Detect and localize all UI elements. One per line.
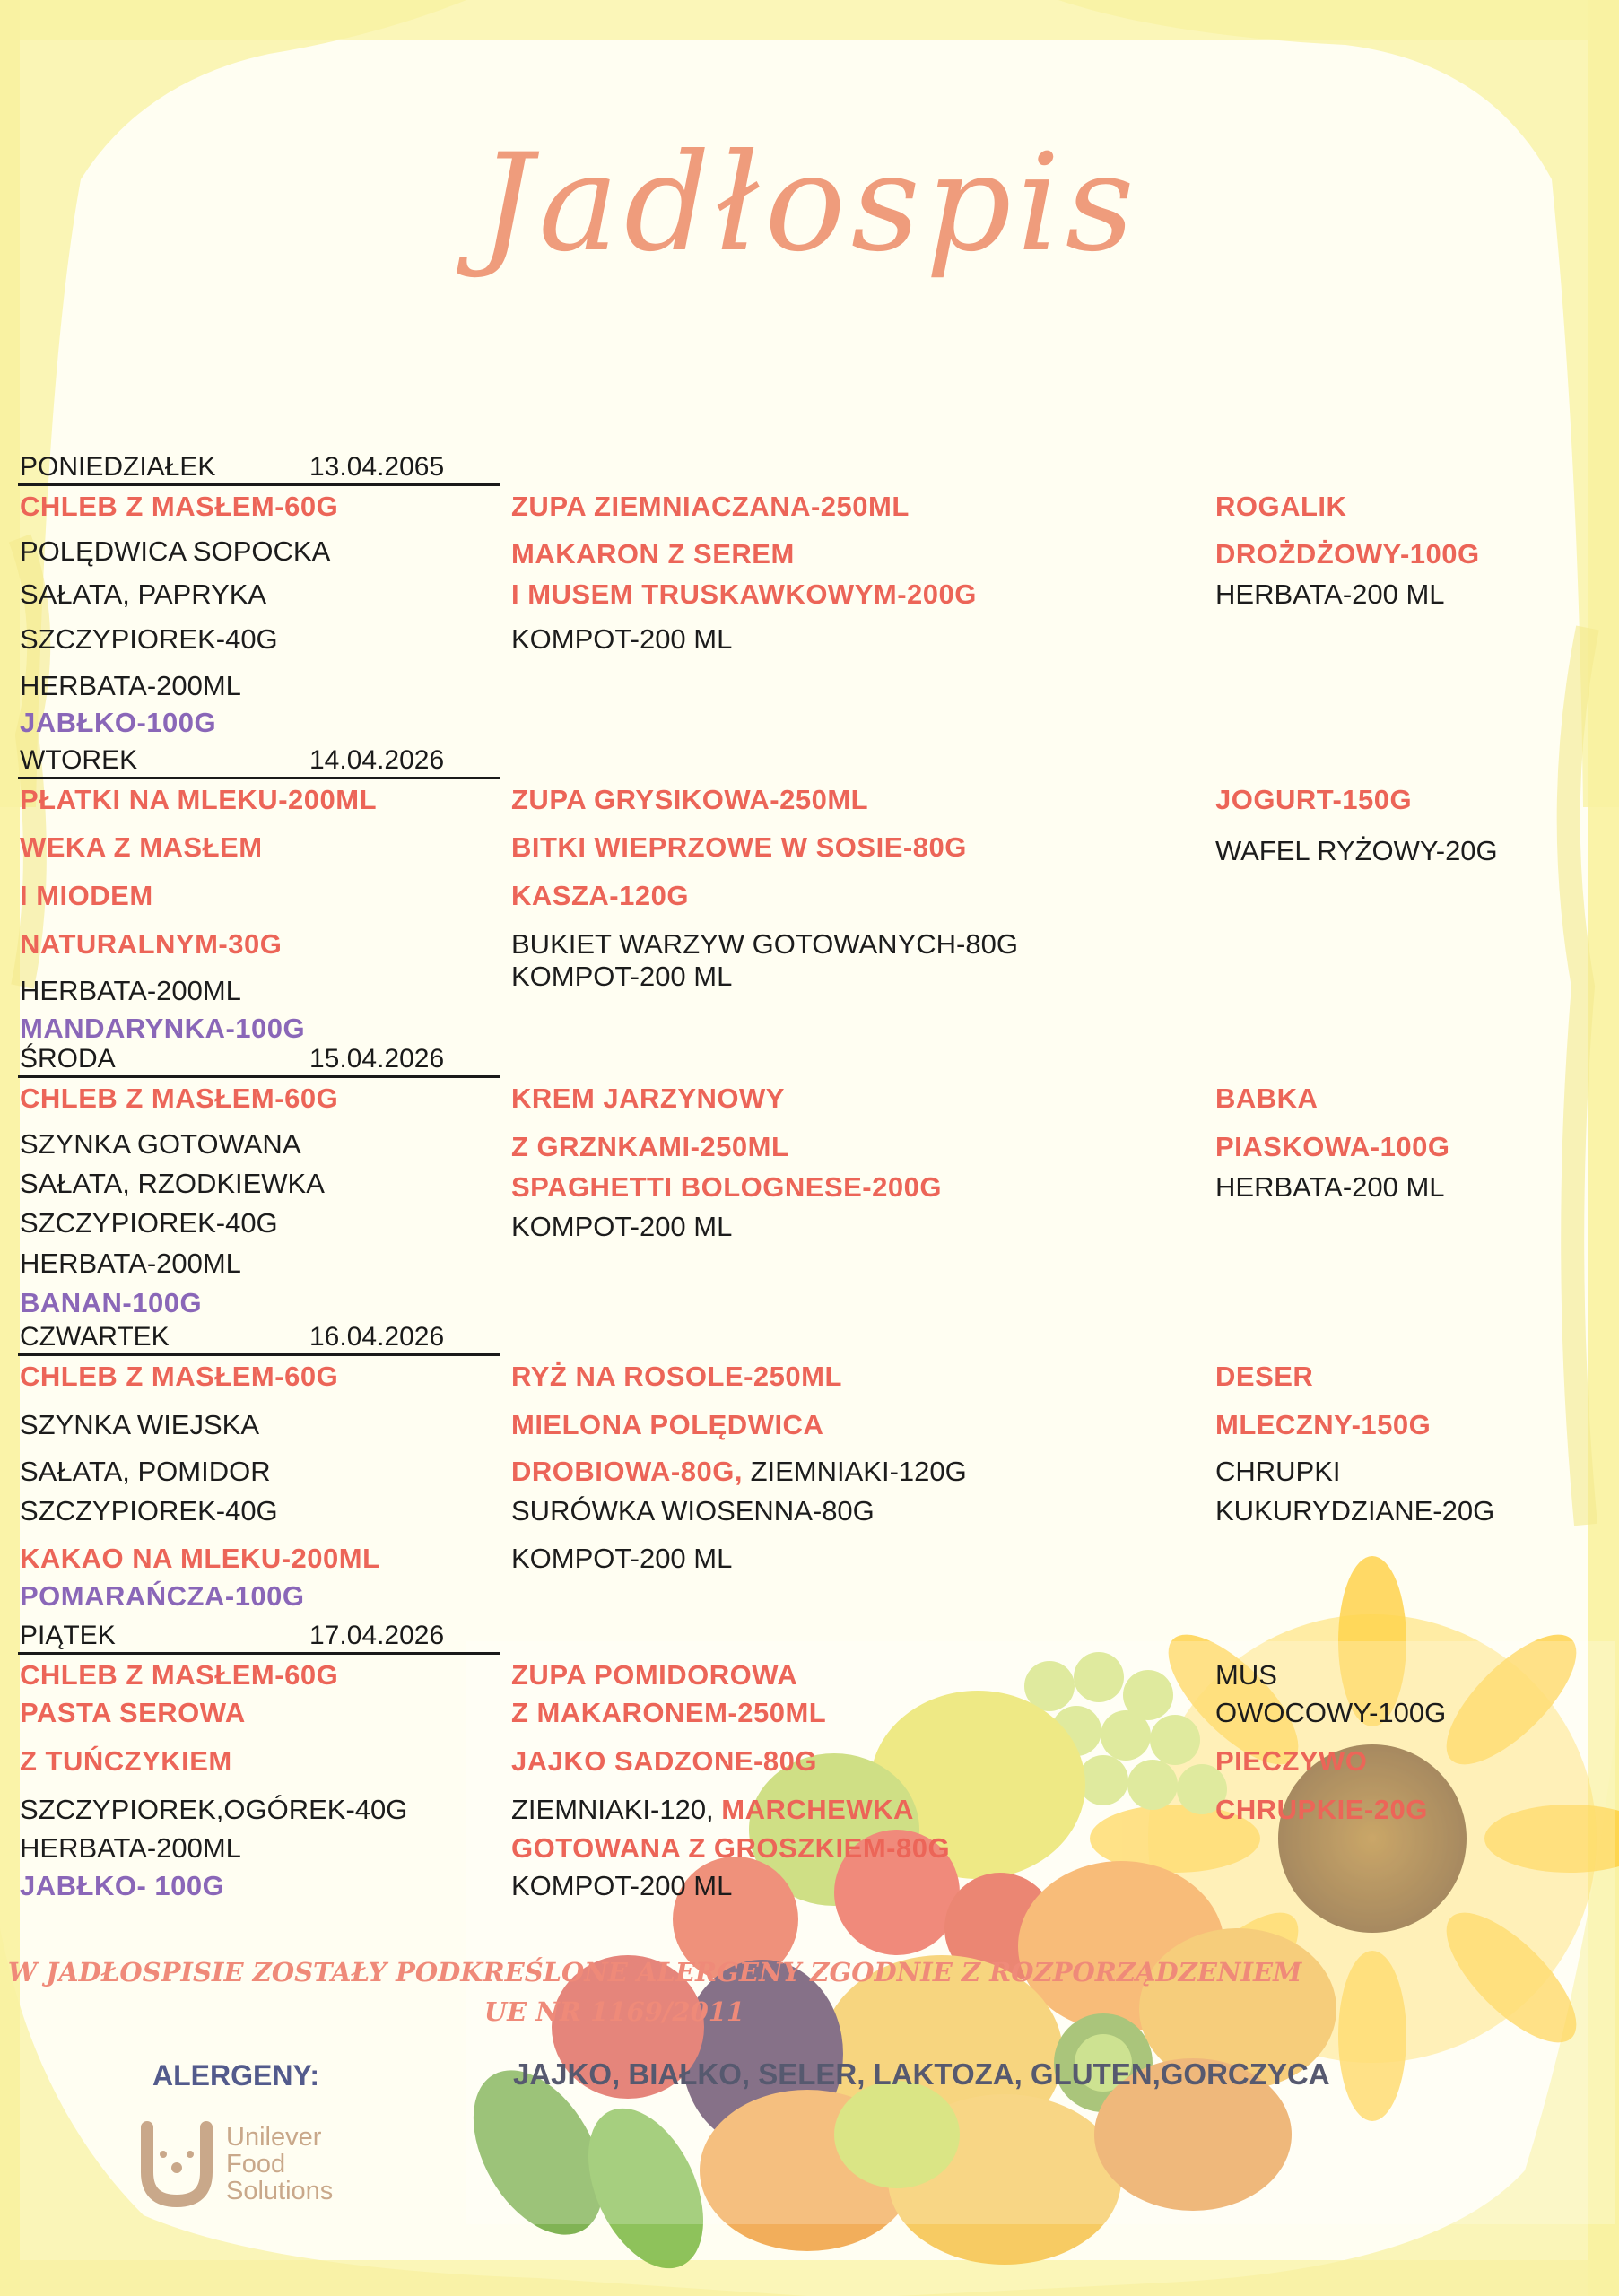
day-header [18,1045,500,1078]
breakfast-item: NATURALNYM-30G [20,928,283,960]
snack-item: DROŻDŻOWY-100G [1215,538,1480,570]
breakfast-item: SZYNKA WIEJSKA [20,1409,260,1440]
day-name: WTOREK [20,745,138,775]
menu-item-segment: DROBIOWA-80G, [511,1456,743,1487]
menu-item-segment: MARCHEWKA [721,1794,914,1825]
allergens-label: ALERGENY: [152,2059,320,2092]
logo-line: Unilever [226,2123,322,2152]
snack-item: HERBATA-200 ML [1215,578,1445,610]
breakfast-item: CHLEB Z MASŁEM-60G [20,1361,339,1392]
breakfast-item: WEKA Z MASŁEM [20,831,263,863]
breakfast-item: SZCZYPIOREK-40G [20,1207,278,1239]
lunch-item: GOTOWANA Z GROSZKIEM-80G [511,1832,951,1864]
lunch-item: ZUPA ZIEMNIACZANA-250ML [511,491,910,522]
breakfast-item: SAŁATA, RZODKIEWKA [20,1168,325,1199]
lunch-item: KREM JARZYNOWY [511,1083,785,1114]
snack-item: BABKA [1215,1083,1319,1114]
breakfast-item: I MIODEM [20,880,153,911]
breakfast-item: SZCZYPIOREK,OGÓREK-40G [20,1794,408,1825]
unilever-food-solutions-logo [136,2118,370,2217]
snack-item: CHRUPKIE-20G [1215,1794,1428,1825]
day-date: 15.04.2026 [309,1044,445,1074]
breakfast-item: SAŁATA, PAPRYKA [20,578,267,610]
breakfast-item: CHLEB Z MASŁEM-60G [20,1083,339,1114]
lunch-item: KOMPOT-200 ML [511,623,733,655]
lunch-item: BUKIET WARZYW GOTOWANYCH-80G [511,928,1018,960]
breakfast-item: SZCZYPIOREK-40G [20,623,278,655]
breakfast-item: PASTA SEROWA [20,1697,246,1728]
lunch-item [511,1454,967,1490]
day-header [18,1323,500,1356]
lunch-item: KOMPOT-200 ML [511,1543,733,1574]
lunch-item [511,1792,914,1828]
snack-item: DESER [1215,1361,1314,1392]
breakfast-item: CHLEB Z MASŁEM-60G [20,491,339,522]
breakfast-item: MANDARYNKA-100G [20,1013,306,1044]
breakfast-item: KAKAO NA MLEKU-200ML [20,1543,380,1574]
breakfast-item: BANAN-100G [20,1287,203,1318]
allergen-note [0,1952,1310,2031]
day-header [18,453,500,486]
lunch-item: MIELONA POLĘDWICA [511,1409,824,1440]
breakfast-item: POMARAŃCZA-100G [20,1580,305,1612]
lunch-item: JAJKO SADZONE-80G [511,1745,817,1777]
day-date: 17.04.2026 [309,1621,445,1650]
snack-item: PIECZYWO [1215,1745,1368,1777]
unilever-u-icon [136,2118,217,2208]
breakfast-item: Z TUŃCZYKIEM [20,1745,232,1777]
breakfast-item: HERBATA-200ML [20,975,241,1006]
lunch-item: ZUPA POMIDOROWA [511,1659,798,1691]
lunch-item: SPAGHETTI BOLOGNESE-200G [511,1171,942,1203]
breakfast-item: PŁATKI NA MLEKU-200ML [20,784,377,815]
lunch-item: SURÓWKA WIOSENNA-80G [511,1495,875,1526]
lunch-item: BITKI WIEPRZOWE W SOSIE-80G [511,831,967,863]
lunch-item: KOMPOT-200 ML [511,961,733,992]
breakfast-item: POLĘDWICA SOPOCKA [20,535,331,567]
page-title: Jadłospis [479,126,1140,282]
lunch-item: Z MAKARONEM-250ML [511,1697,827,1728]
logo-text [226,2124,333,2205]
day-date: 13.04.2065 [309,452,445,482]
snack-item: CHRUPKI [1215,1456,1341,1487]
logo-line: Food [226,2150,286,2179]
snack-item: MLECZNY-150G [1215,1409,1432,1440]
breakfast-item: SZYNKA GOTOWANA [20,1128,301,1160]
snack-item: ROGALIK [1215,491,1347,522]
snack-item: WAFEL RYŻOWY-20G [1215,835,1498,866]
day-header [18,746,500,779]
allergens-list: JAJKO, BIAŁKO, SELER, LAKTOZA, GLUTEN,GORCZYCA [513,2057,1330,2091]
lunch-item: RYŻ NA ROSOLE-250ML [511,1361,842,1392]
day-header [18,1622,500,1655]
day-name: PIĄTEK [20,1621,116,1650]
breakfast-item: SZCZYPIOREK-40G [20,1495,278,1526]
snack-item: MUS [1215,1659,1277,1691]
snack-item: PIASKOWA-100G [1215,1131,1450,1162]
lunch-item: KOMPOT-200 ML [511,1870,733,1901]
breakfast-item: HERBATA-200ML [20,1832,241,1864]
day-date: 14.04.2026 [309,745,445,775]
lunch-item: Z GRZNKAMI-250ML [511,1131,789,1162]
lunch-item: KOMPOT-200 ML [511,1211,733,1242]
day-name: ŚRODA [20,1044,116,1074]
lunch-item: ZUPA GRYSIKOWA-250ML [511,784,869,815]
breakfast-item: CHLEB Z MASŁEM-60G [20,1659,339,1691]
breakfast-item: HERBATA-200ML [20,670,241,701]
breakfast-item: JABŁKO- 100G [20,1870,225,1901]
lunch-item: KASZA-120G [511,880,689,911]
snack-item: KUKURYDZIANE-20G [1215,1495,1495,1526]
day-name: PONIEDZIAŁEK [20,452,216,482]
snack-item: JOGURT-150G [1215,784,1413,815]
day-name: CZWARTEK [20,1322,170,1352]
lunch-item: I MUSEM TRUSKAWKOWYM-200G [511,578,977,610]
menu-item-segment: ZIEMNIAKI-120, [511,1794,722,1825]
snack-item: HERBATA-200 ML [1215,1171,1445,1203]
day-date: 16.04.2026 [309,1322,445,1352]
allergen-note-line: UE NR 1169/2011 [483,1996,745,2027]
menu-item-segment: ZIEMNIAKI-120G [742,1456,967,1487]
breakfast-item: HERBATA-200ML [20,1248,241,1279]
breakfast-item: JABŁKO-100G [20,707,217,738]
lunch-item: MAKARON Z SEREM [511,538,795,570]
breakfast-item: SAŁATA, POMIDOR [20,1456,271,1487]
logo-line: Solutions [226,2177,334,2205]
snack-item: OWOCOWY-100G [1215,1697,1447,1728]
allergen-note-line: W JADŁOSPISIE ZOSTAŁY PODKREŚLONE ALERGENY ZGODNIE Z ROZPORZĄDZENIEM [7,1957,1302,1987]
